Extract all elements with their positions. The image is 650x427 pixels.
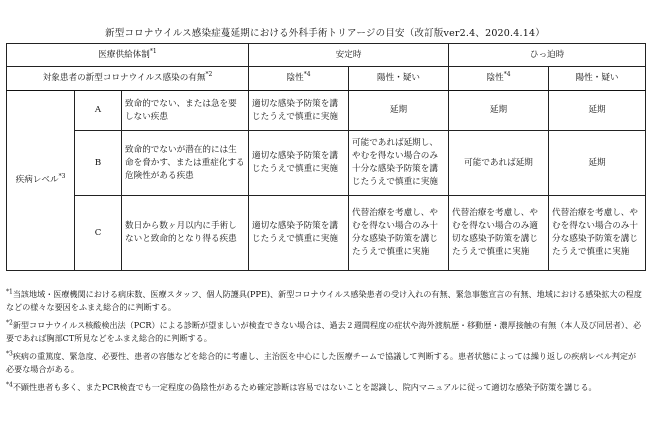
footnote-mark: *4	[303, 71, 311, 79]
cell-stable-negative: 適切な感染予防策を講じたうえで慎重に実施	[249, 131, 349, 196]
footnote-mark: *3	[6, 350, 13, 358]
header-row-patient	[7, 67, 646, 91]
system-header: 医療供給体制$^{*1}$	[7, 44, 249, 67]
page-title: 新型コロナウイルス感染症蔓延期における外科手術トリアージの目安（改訂版ver2.4、2020.4.14）	[105, 28, 545, 39]
cell-stable-negative: 適切な感染予防策を講じたうえで慎重に実施	[249, 196, 349, 271]
cell-tight-negative: 可能であれば延期	[449, 131, 549, 196]
stable-header: 安定時	[249, 44, 449, 67]
cell-tight-positive: 延期	[549, 91, 646, 131]
tight-header: ひっ迫時	[449, 44, 646, 67]
level-code: A	[75, 91, 122, 131]
footnote-mark: *2	[205, 71, 213, 79]
level-code: B	[75, 131, 122, 196]
footnote: $^{*3}$疾病の重篤度、緊急度、必要性、患者の容態などを総合的に考慮し、主治医を中心にした医療チームで協議して判断する。患者状態によっては繰り返しの疾病レベル判定が必要な場合がある。	[6, 350, 637, 374]
tight-positive-header: 陽性・疑い	[549, 67, 646, 91]
footnote: $^{*4}$不顕性患者も多く、またPCR検査でも一定程度の偽陰性があるため確定診断は容易ではないことを認識し、院内マニュアルに従って適切な感染予防策を講じる。	[6, 381, 597, 392]
footnote-mark: *1	[6, 288, 13, 296]
cell-stable-positive: 代替治療を考慮し、やむを得ない場合のみ十分な感染予防策を講じたうえで慎重に実施	[349, 196, 449, 271]
table-row-c	[7, 196, 646, 271]
level-description: 致命的でない、または急を要しない疾患	[122, 91, 249, 131]
cell-tight-positive: 延期	[549, 131, 646, 196]
stable-negative-header: 陰性$^{*4}$	[249, 67, 349, 91]
footnote-mark: *4	[503, 71, 511, 79]
table-row-a	[7, 91, 646, 131]
footnote: $^{*2}$新型コロナウイルス核酸検出法（PCR）による診断が望ましいが検査できない場合は、過去２週間程度の症状や海外渡航歴・移動歴・濃厚接触の有無（本人及び同居者）、必要であれば胸部CT所見などをふまえ総合的に判断する。	[6, 319, 642, 343]
footnote-mark: *3	[58, 173, 66, 181]
patient-header: 対象患者の新型コロナウイルス感染の有無$^{*2}$	[7, 67, 249, 91]
level-code: C	[75, 196, 122, 271]
cell-tight-negative: 代替治療を考慮し、やむを得ない場合のみ適切な感染予防策を講じたうえで慎重に実施	[449, 196, 549, 271]
footnotes	[6, 288, 642, 399]
level-description: 数日から数ヶ月以内に手術しないと致命的となり得る疾患	[122, 196, 249, 271]
cell-stable-positive: 可能であれば延期し、やむを得ない場合のみ十分な感染予防策を講じたうえで慎重に実施	[349, 131, 449, 196]
footnote-mark: *1	[149, 47, 157, 55]
header-row-system	[7, 44, 646, 67]
footnote: $^{*1}$当該地域・医療機関における病床数、医療スタッフ、個人防護具(PPE)、新型コロナウイルス感染患者の受け入れの有無、緊急事態宣言の有無、地域における感染拡大の程度などの様々な要因をふまえ総合的に判断する。	[6, 288, 642, 312]
stable-positive-header: 陽性・疑い	[349, 67, 449, 91]
cell-stable-negative: 適切な感染予防策を講じたうえで慎重に実施	[249, 91, 349, 131]
footnote-mark: *2	[6, 319, 13, 327]
table-row-b	[7, 131, 646, 196]
footnote-mark: *4	[6, 381, 13, 389]
triage-table	[6, 43, 646, 271]
tight-negative-header: 陰性$^{*4}$	[449, 67, 549, 91]
cell-stable-positive: 延期	[349, 91, 449, 131]
level-description: 致命的でないが潜在的には生命を脅かす、または重症化する危険性がある疾患	[122, 131, 249, 196]
cell-tight-negative: 延期	[449, 91, 549, 131]
level-label: 疾病レベル$^{*3}$	[7, 91, 75, 271]
cell-tight-positive: 代替治療を考慮し、やむを得ない場合のみ十分な感染予防策を講じたうえで慎重に実施	[549, 196, 646, 271]
